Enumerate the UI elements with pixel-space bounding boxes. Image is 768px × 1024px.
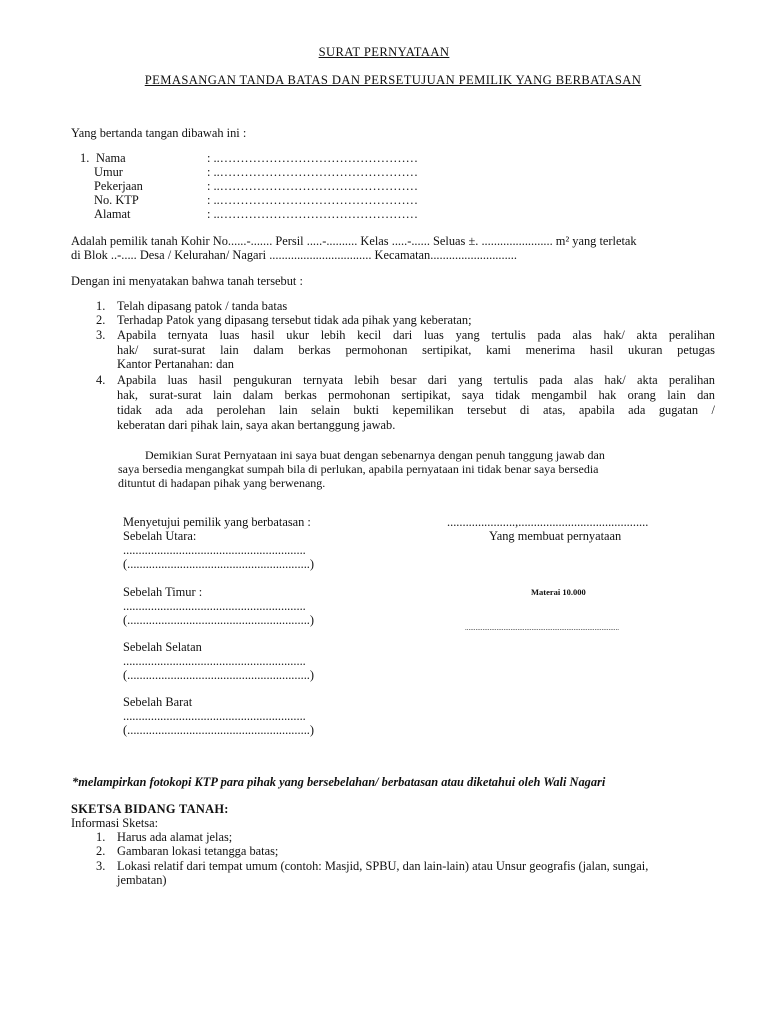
closing-line-3: dituntut di hadapan pihak yang berwenang. (118, 476, 326, 490)
south-side-dots: ........................................................... (123, 654, 306, 668)
ownership-line-2: di Blok ..-..... Desa / Kelurahan/ Nagari ................................. Kecamatan............................ (71, 248, 517, 262)
sketch-item-3-line-1: Lokasi relatif dari tempat umum (contoh: Masjid, SPBU, dan lain-lain) atau Unsur geografis (jalan, sungai, (117, 859, 649, 873)
statement-intro: Dengan ini menyatakan bahwa tanah tersebut : (71, 274, 303, 288)
statement-4-line-3: tidak ada ada perolehan lain selain bukti kepemilikan tersebut di atas, apabila ada gugatan / (117, 403, 715, 417)
sketch-info: Informasi Sketsa: (71, 816, 159, 830)
identity-age-value: : ..………………………………………… (207, 165, 418, 179)
east-side-paren: (...........................................................) (123, 613, 315, 627)
statement-2-number: 2. (96, 313, 106, 327)
sketch-item-1-text: Harus ada alamat jelas; (117, 830, 233, 844)
identity-number: 1. (80, 151, 90, 165)
closing-line-2: saya bersedia mengangkat sumpah bila di perlukan, apabila pernyataan ini tidak benar saya bersedia (118, 462, 599, 476)
sketch-title: SKETSA BIDANG TANAH: (71, 802, 229, 816)
statement-4-number: 4. (96, 373, 106, 387)
identity-ktp-value: : ..………………………………………… (207, 193, 418, 207)
identity-name-label: Nama (96, 151, 126, 165)
stamp-duty-label: Materai 10.000 (531, 587, 586, 597)
north-side-dots: ........................................................... (123, 543, 306, 557)
identity-address-value: : ..………………………………………… (207, 207, 418, 221)
east-side-label: Sebelah Timur : (123, 585, 203, 599)
south-side-paren: (...........................................................) (123, 668, 315, 682)
neighbors-heading: Menyetujui pemilik yang berbatasan : (123, 515, 311, 529)
statement-4-line-2: hak, surat-surat lain dalam berkas permohonan sertipikat, saya tidak mengambil hak orang lain dan (117, 388, 715, 402)
north-side-label: Sebelah Utara: (123, 529, 197, 543)
statement-2-text: Terhadap Patok yang dipasang tersebut tidak ada pihak yang keberatan; (117, 313, 472, 327)
west-side-paren: (...........................................................) (123, 723, 315, 737)
sketch-item-3-line-2: jembatan) (117, 873, 167, 887)
sketch-item-2-number: 2. (96, 844, 106, 858)
identity-age-label: Umur (94, 165, 123, 179)
statement-4-line-1: Apabila luas hasil pengukuran ternyata lebih besar dari yang tertulis pada alas hak/ akta peralihan (117, 373, 715, 387)
document-subtitle: PEMASANGAN TANDA BATAS DAN PERSETUJUAN PEMILIK YANG BERBATASAN (144, 73, 642, 87)
west-side-dots: ........................................................... (123, 709, 306, 723)
statement-4-line-4: keberatan dari pihak lain, saya akan bertanggung jawab. (117, 418, 396, 432)
statement-1-number: 1. (96, 299, 106, 313)
identity-address-label: Alamat (94, 207, 131, 221)
sketch-item-1-number: 1. (96, 830, 106, 844)
east-side-dots: ........................................................... (123, 599, 306, 613)
identity-name-value: : ..………………………………………… (207, 151, 418, 165)
north-side-paren: (...........................................................) (123, 557, 315, 571)
statement-3-line-2: hak/ surat-surat lain dalam berkas permohonan sertipikat, kami menerima hasil ukuran petugas (117, 343, 715, 357)
declarant-label: Yang membuat pernyataan (489, 529, 622, 543)
attachment-note: *melampirkan fotokopi KTP para pihak yang bersebelahan/ berbatasan atau diketahui oleh Wali Nagari (72, 775, 606, 789)
identity-job-value: : ..………………………………………… (207, 179, 418, 193)
document-title: SURAT PERNYATAAN (318, 45, 450, 59)
declarant-signature-line: ........................................................................................ (465, 624, 619, 632)
statement-3-number: 3. (96, 328, 106, 342)
sketch-item-2-text: Gambaran lokasi tetangga batas; (117, 844, 279, 858)
place-date-field: ......................,.......................................... (447, 515, 649, 529)
intro-text: Yang bertanda tangan dibawah ini : (71, 126, 247, 140)
closing-line-1: Demikian Surat Pernyataan ini saya buat dengan sebenarnya dengan penuh tanggung jawab dan (145, 448, 605, 462)
statement-3-line-1: Apabila ternyata luas hasil ukur lebih kecil dari luas yang tertulis pada alas hak/ akta peralihan (117, 328, 715, 342)
statement-3-line-3: Kantor Pertanahan: dan (117, 357, 234, 371)
statement-1-text: Telah dipasang patok / tanda batas (117, 299, 288, 313)
identity-ktp-label: No. KTP (94, 193, 139, 207)
west-side-label: Sebelah Barat (123, 695, 193, 709)
identity-job-label: Pekerjaan (94, 179, 143, 193)
sketch-item-3-number: 3. (96, 859, 106, 873)
south-side-label: Sebelah Selatan (123, 640, 202, 654)
ownership-line-1: Adalah pemilik tanah Kohir No......-....... Persil .....-.......... Kelas .....-...... Seluas ±. ....................... m² yang terletak (71, 234, 637, 248)
